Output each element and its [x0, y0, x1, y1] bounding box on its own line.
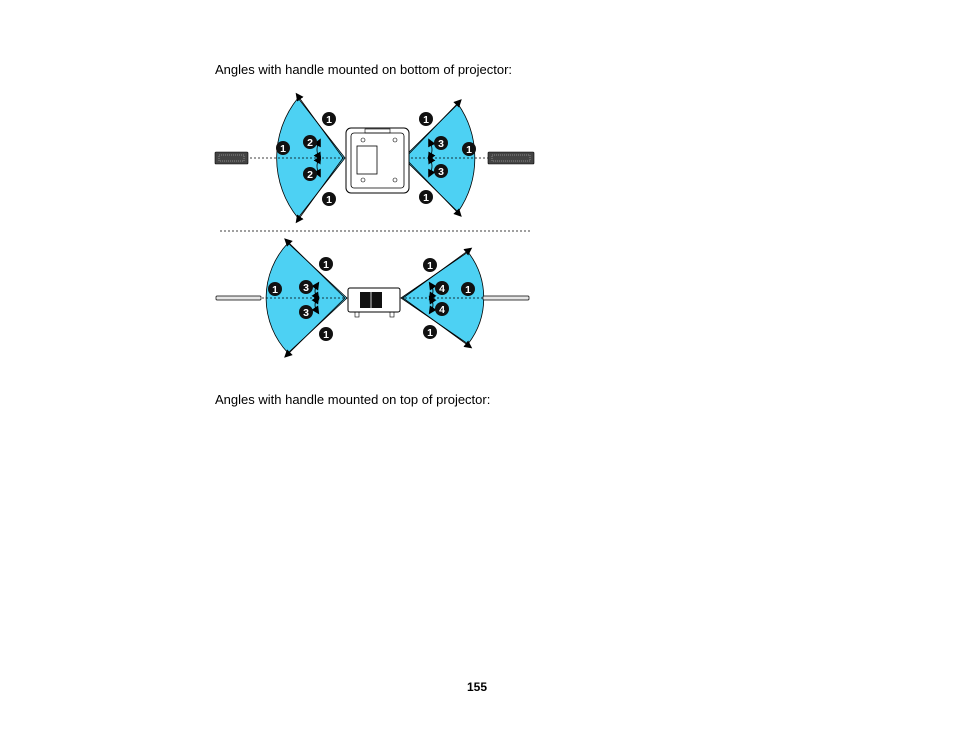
remote-control-left-side: [216, 296, 261, 300]
caption-top-mount: Angles with handle mounted on top of projector:: [215, 392, 491, 407]
svg-text:1: 1: [423, 114, 429, 126]
callout-badge: [423, 325, 437, 339]
remote-control-right-side: [483, 296, 529, 300]
callout-badge: [319, 327, 333, 341]
callout-badge: [276, 141, 290, 155]
callout-badge: [462, 142, 476, 156]
callout-badge: [322, 112, 336, 126]
callout-badge: [322, 192, 336, 206]
caption-bottom-mount: Angles with handle mounted on bottom of projector:: [215, 62, 513, 77]
callout-badge: [419, 112, 433, 126]
svg-text:3: 3: [438, 138, 444, 150]
remote-reception-angles-figure: [205, 90, 545, 365]
callout-badge: [299, 280, 313, 294]
svg-text:1: 1: [326, 194, 332, 206]
svg-text:1: 1: [323, 329, 329, 341]
svg-text:3: 3: [303, 307, 309, 319]
svg-text:1: 1: [272, 284, 278, 296]
callout-badge: [419, 190, 433, 204]
svg-text:1: 1: [423, 192, 429, 204]
svg-text:1: 1: [465, 284, 471, 296]
page-number: 155: [466, 680, 488, 694]
svg-text:2: 2: [307, 137, 313, 149]
svg-text:3: 3: [303, 282, 309, 294]
projector-side-view: [348, 288, 400, 317]
svg-text:4: 4: [439, 283, 445, 295]
svg-text:2: 2: [307, 169, 313, 181]
callout-badge: [435, 281, 449, 295]
callout-badge: [319, 257, 333, 271]
svg-text:1: 1: [427, 327, 433, 339]
svg-text:1: 1: [466, 144, 472, 156]
callout-badge: [299, 305, 313, 319]
svg-text:1: 1: [323, 259, 329, 271]
callout-badge: [434, 136, 448, 150]
projector-top-view: [346, 128, 409, 193]
remote-control-right-top: [488, 152, 534, 164]
callout-badge: [434, 164, 448, 178]
callout-badge: [303, 135, 317, 149]
svg-text:1: 1: [280, 143, 286, 155]
top-view-diagram: [215, 96, 534, 220]
remote-control-left-top: [215, 152, 248, 164]
svg-text:1: 1: [427, 260, 433, 272]
side-view-diagram: [216, 241, 529, 355]
callout-badge: [423, 258, 437, 272]
callout-badge: [268, 282, 282, 296]
callout-badge: [303, 167, 317, 181]
callout-badge: [461, 282, 475, 296]
svg-text:1: 1: [326, 114, 332, 126]
callout-badge: [435, 302, 449, 316]
svg-text:3: 3: [438, 166, 444, 178]
svg-text:4: 4: [439, 304, 445, 316]
